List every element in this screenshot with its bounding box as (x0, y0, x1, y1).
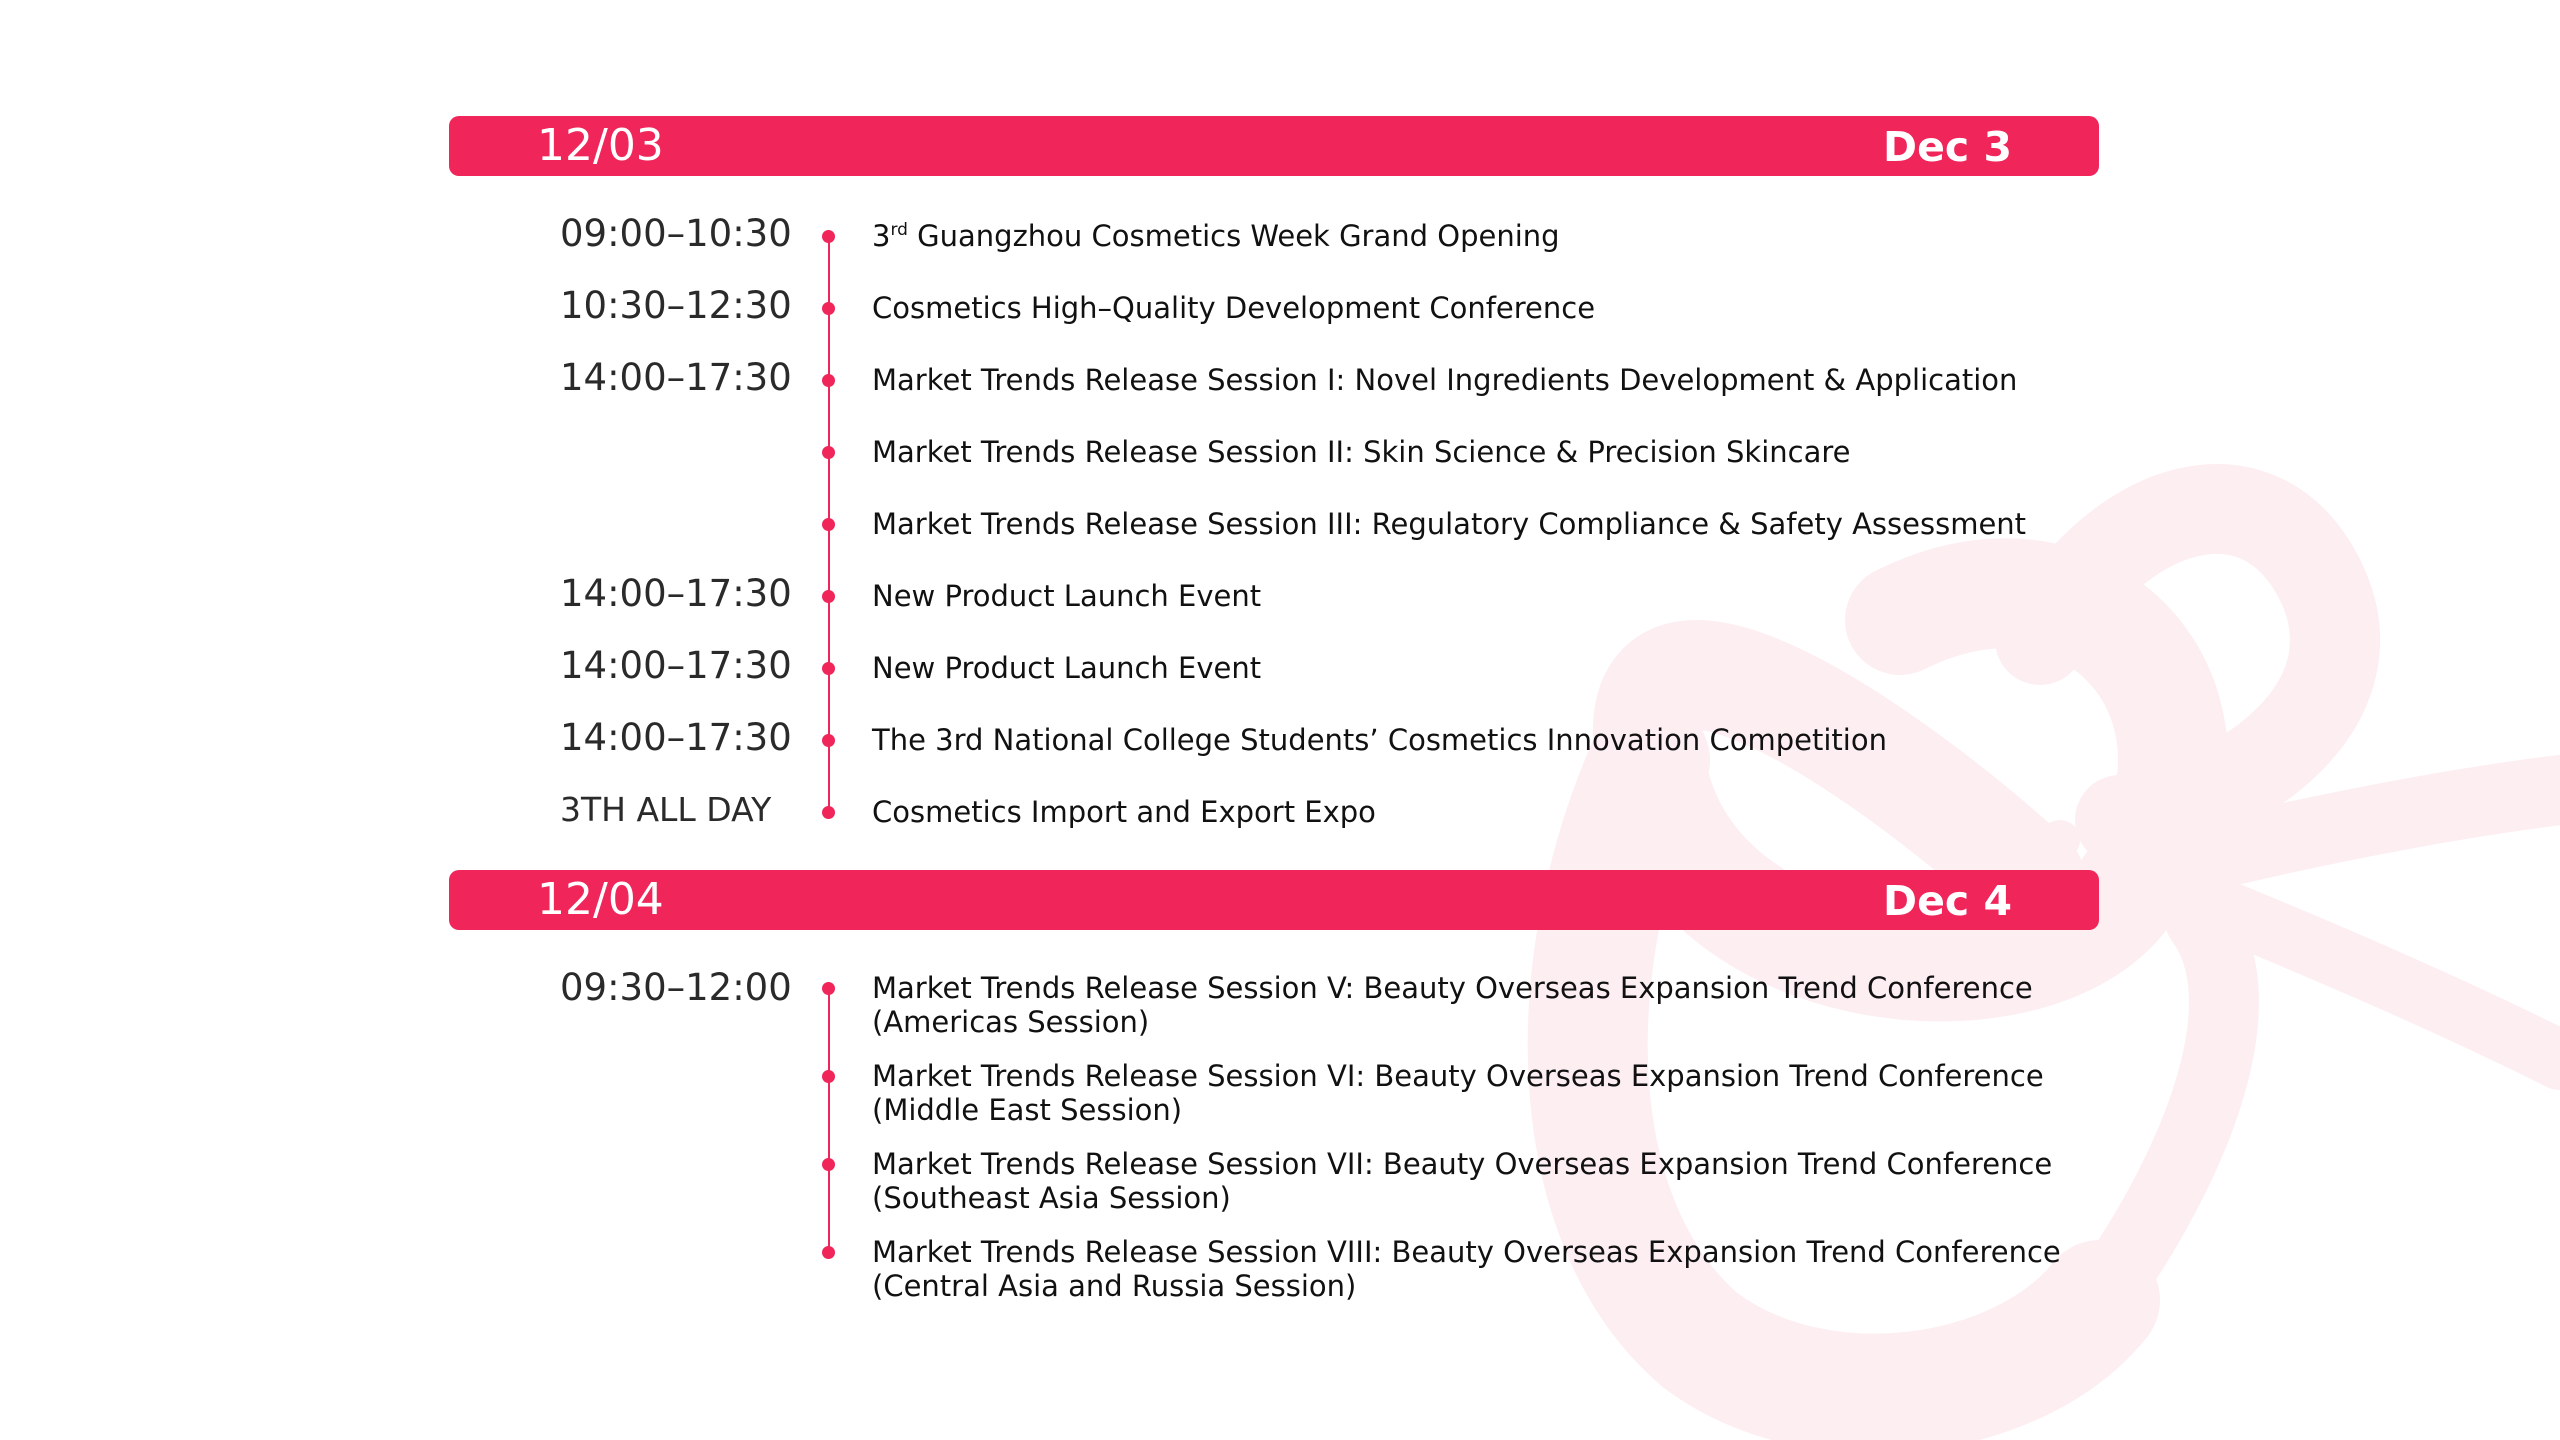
timeline-dot (822, 374, 835, 387)
timeline-dot (822, 662, 835, 675)
event-title (872, 1147, 2112, 1215)
day-header-dec3 (449, 116, 2099, 176)
event-title-ordinal: 3 (872, 219, 891, 253)
timeline-dot (822, 734, 835, 747)
event-title (872, 1235, 2112, 1303)
event-title-line-1: Market Trends Release Session VI: Beauty Overseas Expansion Trend Conference (872, 1059, 2044, 1093)
event-title: Cosmetics Import and Export Expo (872, 795, 1376, 829)
event-time: 09:00–10:30 (560, 212, 792, 255)
timeline-dot (822, 590, 835, 603)
event-title-line-2: (Central Asia and Russia Session) (872, 1269, 1357, 1303)
day-header-dec4 (449, 870, 2099, 930)
event-title: Market Trends Release Session I: Novel Ingredients Development & Application (872, 363, 2018, 397)
timeline-dot (822, 518, 835, 531)
timeline-dot (822, 806, 835, 819)
event-title-line-2: (Middle East Session) (872, 1093, 1183, 1127)
event-title-line-2: (Southeast Asia Session) (872, 1181, 1231, 1215)
event-title: New Product Launch Event (872, 651, 1262, 685)
timeline-dot (822, 1158, 835, 1171)
timeline-dot (822, 1246, 835, 1259)
event-title-line-1: Market Trends Release Session V: Beauty Overseas Expansion Trend Conference (872, 971, 2033, 1005)
event-title: The 3rd National College Students’ Cosmetics Innovation Competition (872, 723, 1887, 757)
timeline-dot (822, 446, 835, 459)
event-title-ordinal-suffix: rd (890, 220, 908, 240)
event-title-line-1: Market Trends Release Session VII: Beauty Overseas Expansion Trend Conference (872, 1147, 2053, 1181)
event-title: Cosmetics High–Quality Development Conference (872, 291, 1596, 325)
event-time: 14:00–17:30 (560, 572, 792, 615)
event-title-text: Guangzhou Cosmetics Week Grand Opening (907, 219, 1560, 253)
day-header-date-text: Dec 3 (1883, 123, 2012, 171)
event-title-line-2: (Americas Session) (872, 1005, 1150, 1039)
event-title (872, 1059, 2112, 1127)
event-time: 3TH ALL DAY (560, 790, 772, 829)
day-header-date-number: 12/03 (537, 120, 664, 171)
event-time: 10:30–12:30 (560, 284, 792, 327)
event-time: 14:00–17:30 (560, 644, 792, 687)
event-title: Market Trends Release Session III: Regulatory Compliance & Safety Assessment (872, 507, 2027, 541)
event-time: 14:00–17:30 (560, 356, 792, 399)
event-time: 09:30–12:00 (560, 966, 792, 1009)
day-header-date-text: Dec 4 (1883, 877, 2012, 925)
timeline-line-dec4 (828, 988, 830, 1250)
day-header-date-number: 12/04 (537, 874, 664, 925)
timeline-dot (822, 302, 835, 315)
event-title (872, 219, 2112, 253)
timeline-dot (822, 230, 835, 243)
timeline-dot (822, 1070, 835, 1083)
event-title: New Product Launch Event (872, 579, 1262, 613)
event-title: Market Trends Release Session II: Skin Science & Precision Skincare (872, 435, 1851, 469)
event-title-line-1: Market Trends Release Session VIII: Beauty Overseas Expansion Trend Conference (872, 1235, 2061, 1269)
event-time: 14:00–17:30 (560, 716, 792, 759)
timeline-dot (822, 982, 835, 995)
event-title (872, 971, 2112, 1039)
